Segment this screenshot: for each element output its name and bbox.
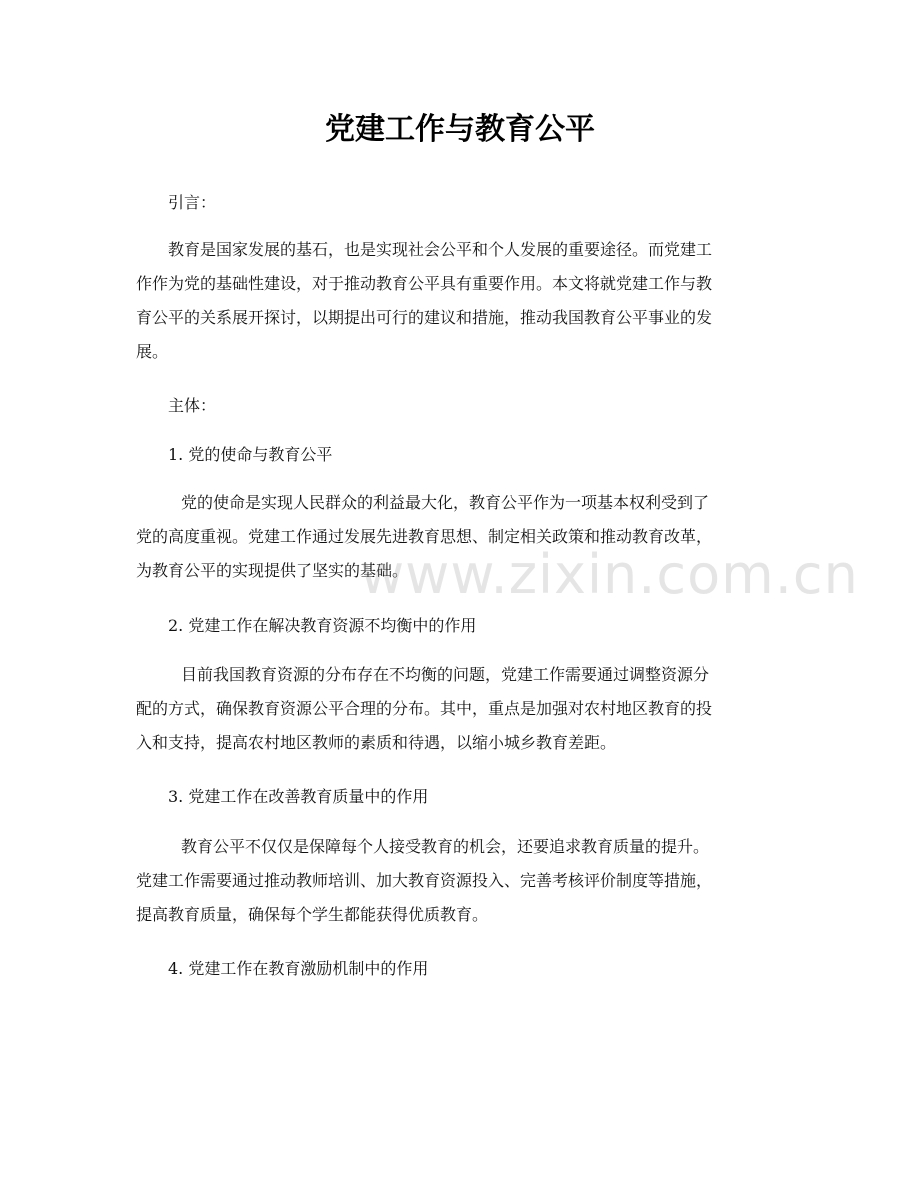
section-line: 提高教育质量，确保每个学生都能获得优质教育。: [136, 905, 489, 924]
section-heading: 2. 党建工作在解决教育资源不均衡中的作用: [168, 616, 477, 635]
section-line: 党建工作需要通过推动教师培训、加大教育资源投入、完善考核评价制度等措施，: [136, 871, 713, 890]
section-line: 党的使命是实现人民群众的利益最大化，教育公平作为一项基本权利受到了: [181, 493, 710, 512]
intro-line: 展。: [136, 342, 169, 361]
section-line: 目前我国教育资源的分布存在不均衡的问题，党建工作需要通过调整资源分: [181, 665, 710, 684]
section-heading: 3. 党建工作在改善教育质量中的作用: [168, 787, 429, 806]
body-label: 主体：: [168, 396, 217, 415]
section-heading: 4. 党建工作在教育激励机制中的作用: [168, 959, 429, 978]
document-title: 党建工作与教育公平: [325, 112, 595, 147]
section-heading: 1. 党的使命与教育公平: [168, 445, 333, 464]
section-line: 配的方式，确保教育资源公平合理的分布。其中，重点是加强对农村地区教育的投: [136, 699, 713, 718]
section-line: 教育公平不仅仅是保障每个人接受教育的机会，还要追求教育质量的提升。: [181, 837, 710, 856]
intro-label: 引言：: [168, 193, 217, 212]
intro-line: 作作为党的基础性建设，对于推动教育公平具有重要作用。本文将就党建工作与教: [136, 274, 713, 293]
intro-line: 教育是国家发展的基石，也是实现社会公平和个人发展的重要途径。而党建工: [168, 240, 713, 259]
section-line: 为教育公平的实现提供了坚实的基础。: [136, 561, 409, 580]
section-line: 党的高度重视。党建工作通过发展先进教育思想、制定相关政策和推动教育改革，: [136, 527, 713, 546]
watermark: www.zixin.com.cn: [360, 543, 859, 606]
section-line: 入和支持，提高农村地区教师的素质和待遇，以缩小城乡教育差距。: [136, 733, 617, 752]
intro-line: 育公平的关系展开探讨，以期提出可行的建议和措施，推动我国教育公平事业的发: [136, 308, 713, 327]
